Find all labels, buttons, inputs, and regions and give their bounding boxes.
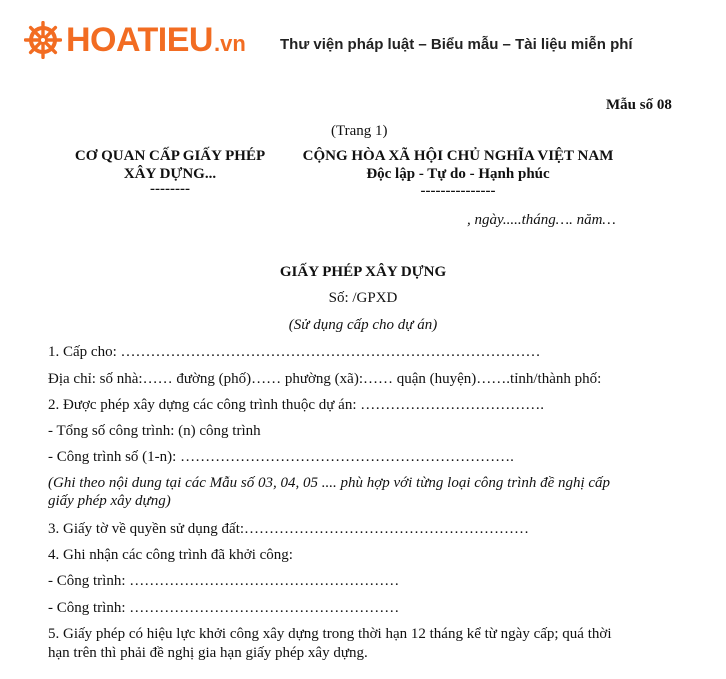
agency-divider: --------	[150, 181, 190, 197]
site-header	[0, 0, 726, 80]
nation-divider: ---------------	[420, 183, 496, 199]
document-subtitle: (Sử dụng cấp cho dự án)	[288, 317, 438, 333]
ship-wheel-icon	[24, 21, 62, 59]
field-project: 2. Được phép xây dựng các công trình thuộc dự án: ……………………………….	[48, 397, 544, 413]
note-line-1: (Ghi theo nội dung tại các Mẫu số 03, 04, 05 .... phù hợp với từng loại công trình đề nghị cấp	[48, 475, 611, 491]
field-issued-to: 1. Cấp cho: …………………………………………………………………………	[48, 344, 541, 360]
field-land-documents: 3. Giấy tờ về quyền sử dụng đất:…………………………………………………	[48, 521, 530, 537]
page-label: (Trang 1)	[331, 123, 388, 139]
field-work-2: - Công trình: ………………………………………………	[48, 600, 400, 616]
field-address: Địa chỉ: số nhà:…… đường (phố)…… phường (xã):…… quận (huyện)…….tỉnh/thành phố:	[48, 371, 602, 387]
validity-line-1: 5. Giấy phép có hiệu lực khởi công xây dựng trong thời hạn 12 tháng kể từ ngày cấp; quá thời	[48, 626, 612, 642]
field-work-number: - Công trình số (1-n): ………………………………………………………….	[48, 449, 514, 465]
agency-line-1: CƠ QUAN CẤP GIẤY PHÉP	[74, 148, 266, 164]
logo-suffix: .vn	[213, 31, 246, 56]
form-number: Mẫu số 08	[606, 97, 672, 113]
site-logo[interactable]	[24, 20, 246, 60]
nation-motto: Độc lập - Tự do - Hạnh phúc	[366, 166, 550, 182]
agency-line-2: XÂY DỰNG...	[123, 166, 217, 182]
field-work-1: - Công trình: ………………………………………………	[48, 573, 400, 589]
note-line-2: giấy phép xây dựng)	[48, 493, 171, 509]
site-tagline: Thư viện pháp luật – Biểu mẫu – Tài liệu miễn phí	[280, 36, 633, 53]
document-title: GIẤY PHÉP XÂY DỰNG	[279, 264, 447, 280]
date-line: , ngày.....tháng…. năm…	[467, 212, 616, 228]
field-total-works: - Tổng số công trình: (n) công trình	[48, 423, 261, 439]
nation-line-1: CỘNG HÒA XÃ HỘI CHỦ NGHĨA VIỆT NAM	[302, 148, 614, 164]
field-started-works: 4. Ghi nhận các công trình đã khởi công:	[48, 547, 293, 563]
permit-number: Số: /GPXD	[328, 290, 398, 306]
logo-text: HOATIEU	[66, 21, 213, 59]
validity-line-2: hạn trên thì phải đề nghị gia hạn giấy phép xây dựng.	[48, 645, 368, 661]
